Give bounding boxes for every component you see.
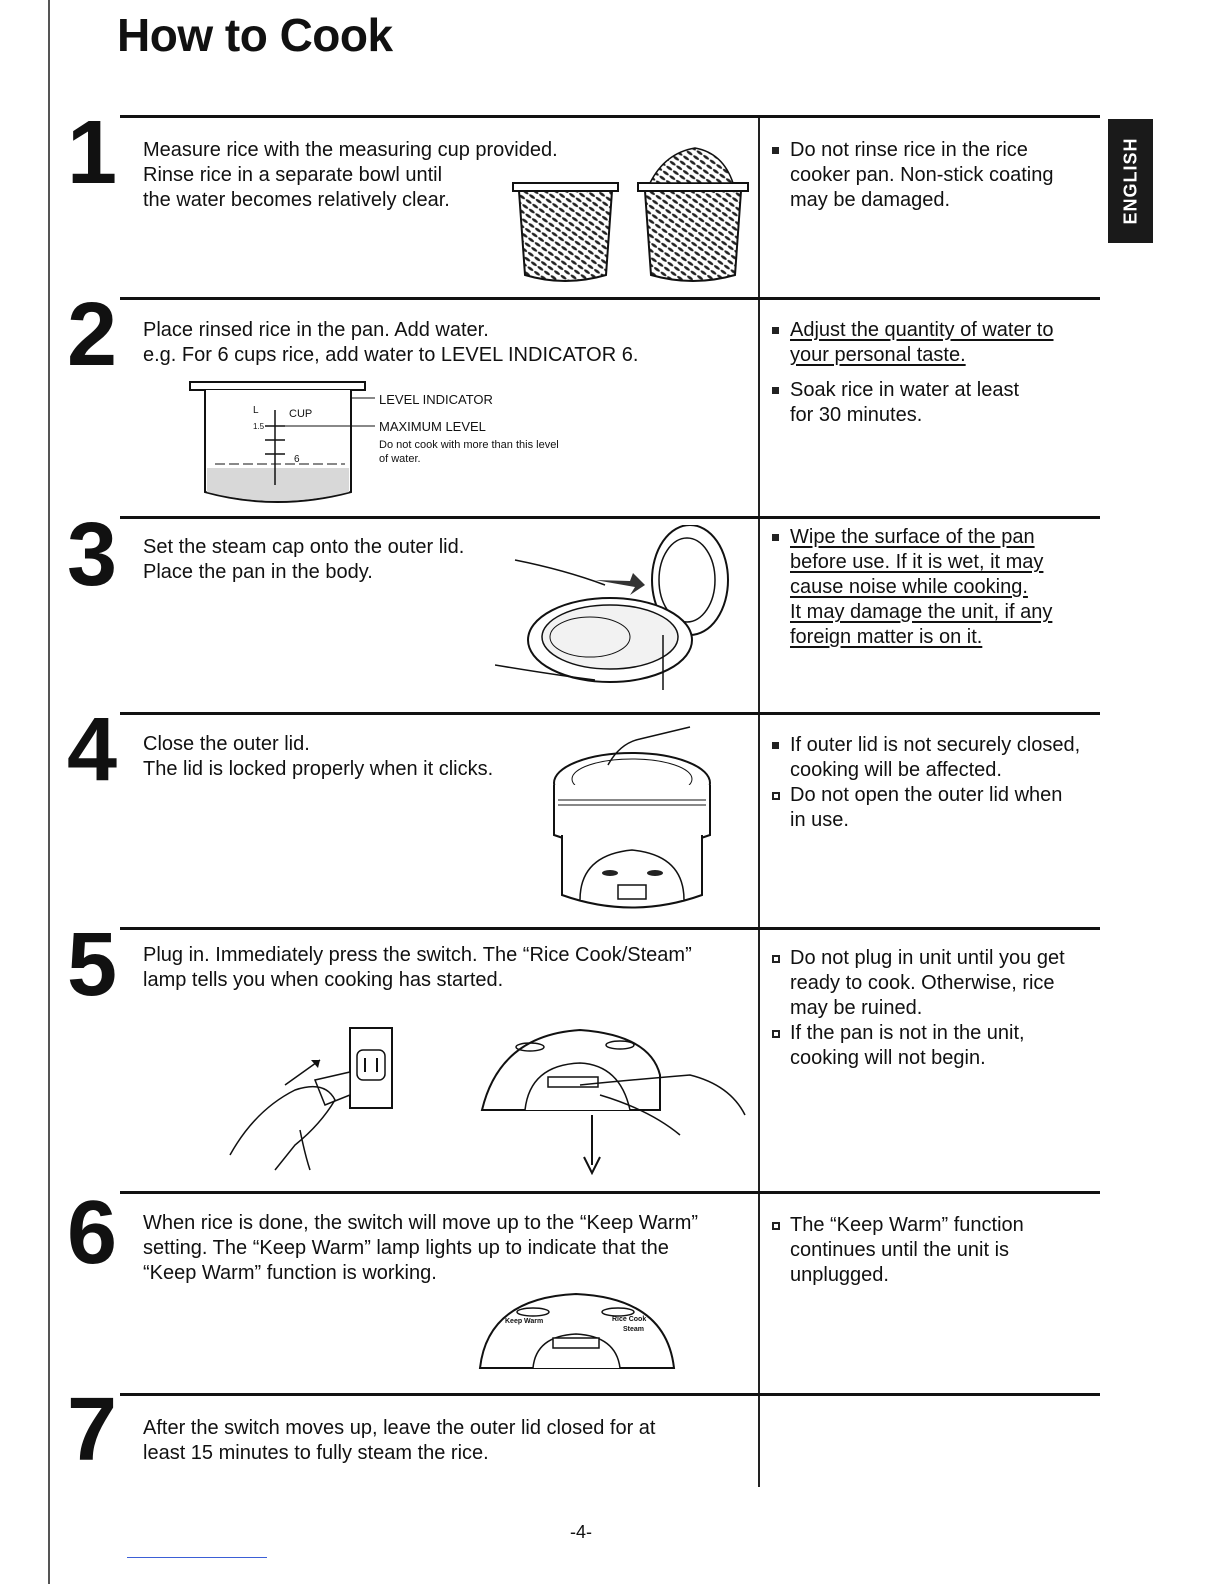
step-4-rule (120, 712, 1100, 715)
note-item: Do not plug in unit until you get ready to cook. Otherwise, rice may be ruined. (772, 946, 1065, 1021)
note-item: Do not open the outer lid when in use. (772, 783, 1080, 833)
bullet-icon (772, 147, 779, 154)
step-number-5: 5 (66, 915, 118, 1015)
six-label: 6 (294, 454, 300, 465)
bullet-icon (772, 534, 779, 541)
column-divider (758, 117, 760, 1487)
note-item: The “Keep Warm” function continues until the unit is unplugged. (772, 1213, 1024, 1288)
step-3-rule (120, 516, 1100, 519)
step-4-notes (772, 733, 1080, 843)
level-indicator-label: LEVEL INDICATOR (379, 392, 493, 407)
step-number-1: 1 (66, 103, 118, 203)
note-item: If outer lid is not securely closed, cooking will be affected. (772, 733, 1080, 783)
step-7-text: After the switch moves up, leave the outer lid closed for at least 15 minutes to fully steam the rice. (143, 1417, 656, 1464)
pan-placement-illustration (495, 525, 740, 695)
rice-cooker-illustration (550, 725, 720, 920)
keep-warm-label: Keep Warm (505, 1318, 544, 1325)
step-4-text: Close the outer lid. The lid is locked properly when it clicks. (143, 733, 494, 780)
one-five-label: 1.5 (253, 422, 265, 431)
keep-warm-switch-illustration (478, 1292, 678, 1372)
note-item: Do not rinse rice in the rice cooker pan. Non-stick coating may be damaged. (772, 138, 1053, 213)
footer-rule (127, 1557, 267, 1558)
step-number-3: 3 (66, 505, 118, 605)
max-level-note: Do not cook with more than this level of water. (379, 439, 559, 465)
step-number-4: 4 (66, 700, 118, 800)
plug-in-illustration (225, 1020, 400, 1175)
step-5-notes (772, 946, 1065, 1081)
bullet-icon (772, 327, 779, 334)
step-6-notes (772, 1213, 1024, 1298)
bullet-icon (772, 742, 779, 749)
step-number-7: 7 (66, 1380, 118, 1480)
step-2-rule (120, 297, 1100, 300)
maximum-level-label: MAXIMUM LEVEL (379, 419, 486, 434)
binding-line (48, 0, 50, 1584)
step-3-text: Set the steam cap onto the outer lid. Place the pan in the body. (143, 536, 465, 583)
pan-level-diagram (185, 380, 375, 510)
step-5-rule (120, 927, 1100, 930)
page-title: How to Cook (117, 9, 393, 61)
step-number-2: 2 (66, 285, 118, 385)
bullet-icon (772, 792, 780, 800)
steam-label: Steam (623, 1326, 645, 1333)
bullet-icon (772, 1030, 780, 1038)
step-7-rule (120, 1393, 1100, 1396)
step-6-text: When rice is done, the switch will move up to the “Keep Warm” setting. The “Keep Warm” lamp lights up to indicate that the “Keep Warm” function is working. (143, 1212, 699, 1284)
note-item: If the pan is not in the unit, cooking will not begin. (772, 1021, 1065, 1071)
bullet-icon (772, 387, 779, 394)
step-number-6: 6 (66, 1183, 118, 1283)
step-1-text: Measure rice with the measuring cup provided. Rinse rice in a separate bowl until the water becomes relatively clear. (143, 139, 558, 211)
step-2-notes (772, 318, 1054, 438)
step-1-notes (772, 138, 1053, 223)
step-5-text: Plug in. Immediately press the switch. The “Rice Cook/Steam” lamp tells you when cooking has started. (143, 944, 692, 991)
step-6-rule (120, 1191, 1100, 1194)
bullet-icon (772, 1222, 780, 1230)
language-tab-label: ENGLISH (1120, 137, 1140, 225)
rice-bowl-illustration (495, 145, 755, 290)
step-2-text: Place rinsed rice in the pan. Add water. e.g. For 6 cups rice, add water to LEVEL INDICATOR 6. (143, 319, 639, 366)
step-3-notes (772, 525, 1052, 660)
l-label: L (253, 405, 259, 416)
cup-label: CUP (289, 408, 313, 420)
switch-press-illustration (480, 1025, 750, 1175)
bullet-icon (772, 955, 780, 963)
page-number: -4- (570, 1522, 592, 1542)
note-item: Wipe the surface of the pan before use. If it is wet, it may cause noise while cooking. It may damage the unit, if any foreign matter is on it. (772, 525, 1052, 650)
note-item: Soak rice in water at least for 30 minutes. (772, 378, 1054, 428)
language-tab (1108, 119, 1153, 243)
note-item: Adjust the quantity of water to your personal taste. (772, 318, 1054, 368)
rice-cook-label: Rice Cook (612, 1316, 647, 1323)
step-1-rule (120, 115, 1100, 118)
